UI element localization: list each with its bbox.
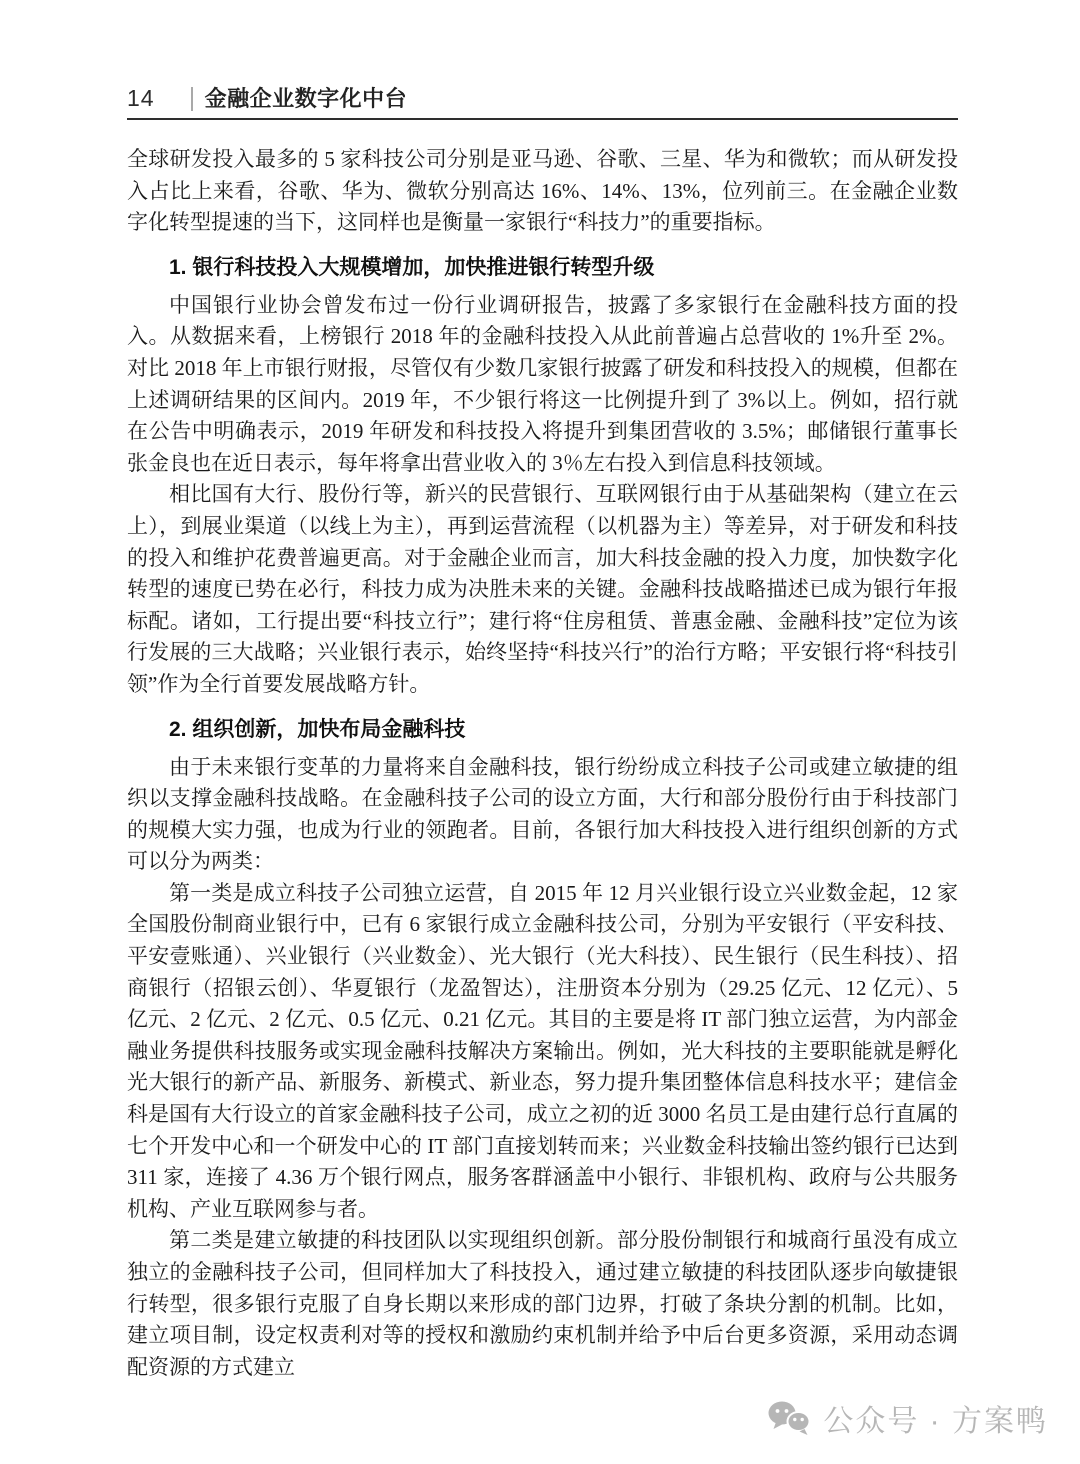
section-2-paragraph-3: 第二类是建立敏捷的科技团队以实现组织创新。部分股份制银行和城商行虽没有成立独立的金融科技子公司，但同样加大了科技投入，通过建立敏捷的科技团队逐步向敏捷银行转型，很多银行克服了自身长期以来形成的部门边界，打破了条块分割的机制。比如，建立项目制，设定权责利对等的授权和激励约束机制并给予中后台更多资源，采用动态调配资源的方式建立	[127, 1228, 958, 1379]
watermark-label: 公众号 · 方案鸭	[823, 1405, 1048, 1438]
page-number: 14	[127, 85, 155, 111]
running-head-title: 金融企业数字化中台	[204, 86, 408, 111]
wechat-icon	[767, 1400, 811, 1436]
header-divider	[191, 87, 193, 111]
section-1-paragraph-2: 相比国有大行、股份行等，新兴的民营银行、互联网银行由于从基础架构（建立在云上），到展业渠道（以线上为主），再到运营流程（以机器为主）等差异，对于研发和科技的投入和维护花费普遍更高。对于金融企业而言，加大科技金融的投入力度，加快数字化转型的速度已势在必行，科技力成为决胜未来的关键。金融科技战略描述已成为银行年报标配。诸如，工行提出要“科技立行”；建行将“住房租赁、普惠金融、金融科技”定位为该行发展的三大战略；兴业银行表示，始终坚持“科技兴行”的治行方略；平安银行将“科技引领”作为全行首要发展战略方针。	[127, 482, 958, 696]
intro-paragraph: 全球研发投入最多的 5 家科技公司分别是亚马逊、谷歌、三星、华为和微软；而从研发投入占比上来看，谷歌、华为、微软分别高达 16%、14%、13%，位列前三。在金融企业数字化转型提速的当下，这同样也是衡量一家银行“科技力”的重要指标。	[127, 147, 958, 235]
section-2-paragraph-1: 由于未来银行变革的力量将来自金融科技，银行纷纷成立科技子公司或建立敏捷的组织以支撑金融科技战略。在金融科技子公司的设立方面，大行和部分股份行由于科技部门的规模大实力强，也成为行业的领跑者。目前，各银行加大科技投入进行组织创新的方式可以分为两类：	[127, 754, 958, 874]
section-1-paragraph-1: 中国银行业协会曾发布过一份行业调研报告，披露了多家银行在金融科技方面的投入。从数据来看，上榜银行 2018 年的金融科技投入从此前普遍占总营收的 1%升至 2%。对比 2018 年上市银行财报，尽管仅有少数几家银行披露了研发和科技投入的规模，但都在上述调研结果的区间内。2019 年，不少银行将这一比例提升到了 3%以上。例如，招行就在公告中明确表示，2019 年研发和科技投入将提升到集团营收的 3.5%；邮储银行董事长张金良也在近日表示，每年将拿出营业收入的 3％左右投入到信息科技领域。	[127, 292, 958, 475]
section-2-heading: 2. 组织创新，加快布局金融科技	[169, 717, 466, 741]
section-1-heading: 1. 银行科技投入大规模增加，加快推进银行转型升级	[169, 255, 655, 279]
page-body	[127, 144, 958, 1383]
section-2-paragraph-2: 第一类是成立科技子公司独立运营，自 2015 年 12 月兴业银行设立兴业数金起，12 家全国股份制商业银行中，已有 6 家银行成立金融科技公司，分别为平安银行（平安科技、平安壹账通）、兴业银行（兴业数金）、光大银行（光大科技）、民生银行（民生科技）、招商银行（招银云创）、华夏银行（龙盈智达），注册资本分别为（29.25 亿元、12 亿元）、5 亿元、2 亿元、2 亿元、0.5 亿元、0.21 亿元。其目的主要是将 IT 部门独立运营，为内部金融业务提供科技服务或实现金融科技解决方案输出。例如，光大科技的主要职能就是孵化光大银行的新产品、新服务、新模式、新业态，努力提升集团整体信息科技水平；建信金科是国有大行设立的首家金融科技子公司，成立之初的近 3000 名员工是由建行总行直属的七个开发中心和一个研发中心的 IT 部门直接划转而来；兴业数金科技输出签约银行已达到 311 家，连接了 4.36 万个银行网点，服务客群涵盖中小银行、非银机构、政府与公共服务机构、产业互联网参与者。	[127, 880, 958, 1221]
page-header	[127, 86, 958, 120]
watermark	[767, 1396, 1048, 1440]
